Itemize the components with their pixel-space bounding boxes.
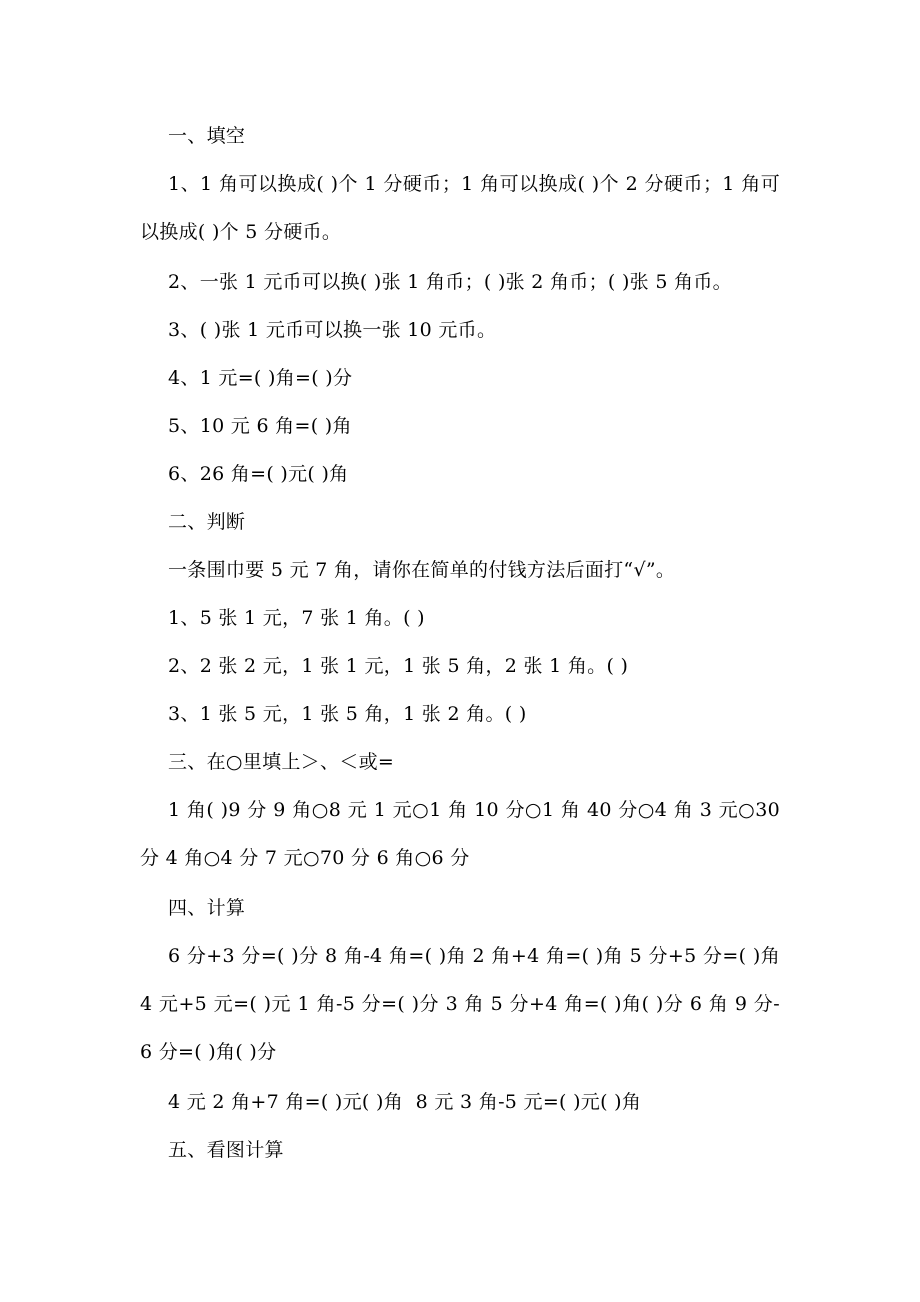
section-1-question-2: 2、一张 1 元币可以换( )张 1 角币；( )张 2 角币；( )张 5 角币。: [168, 271, 732, 293]
section-4-title: 四、计算: [168, 897, 246, 919]
section-2-question-3: 3、1 张 5 元，1 张 5 角，1 张 2 角。( ): [168, 703, 527, 725]
section-4-items: 6 分+3 分=( )分 8 角-4 角=( )角 2 角+4 角=( )角 5 分+5 分=( )角 4 元+5 元=( )元 1 角-5 分=( )分 3 角 5 分+4 角=( )角( )分 6 角 9 分-6 分=( )角( )分: [140, 945, 780, 1063]
section-3-items: 1 角( )9 分 9 角○8 元 1 元○1 角 10 分○1 角 40 分○4 角 3 元○30 分 4 角○4 分 7 元○70 分 6 角○6 分: [140, 799, 780, 869]
section-1-question-6: 6、26 角=( )元( )角: [168, 463, 349, 485]
section-3-title: 三、在○里填上＞、＜或=: [168, 751, 395, 773]
section-2-question-2: 2、2 张 2 元，1 张 1 元，1 张 5 角，2 张 1 角。( ): [168, 655, 629, 677]
section-2-title: 二、判断: [168, 511, 246, 533]
section-1-title: 一、填空: [168, 125, 246, 147]
section-1-question-1: 1、1 角可以换成( )个 1 分硬币；1 角可以换成( )个 2 分硬币；1 角可以换成( )个 5 分硬币。: [140, 173, 780, 243]
section-1-question-4: 4、1 元=( )角=( )分: [168, 367, 353, 389]
section-2-question-1: 1、5 张 1 元，7 张 1 角。( ): [168, 607, 425, 629]
section-2-intro: 一条围巾要 5 元 7 角，请你在简单的付钱方法后面打“√”。: [168, 559, 676, 581]
section-4-items-2: 4 元 2 角+7 角=( )元( )角 8 元 3 角-5 元=( )元( )角: [168, 1091, 642, 1113]
section-1-question-3: 3、( )张 1 元币可以换一张 10 元币。: [168, 319, 497, 341]
section-1-question-5: 5、10 元 6 角=( )角: [168, 415, 352, 437]
section-5-title: 五、看图计算: [168, 1139, 284, 1161]
